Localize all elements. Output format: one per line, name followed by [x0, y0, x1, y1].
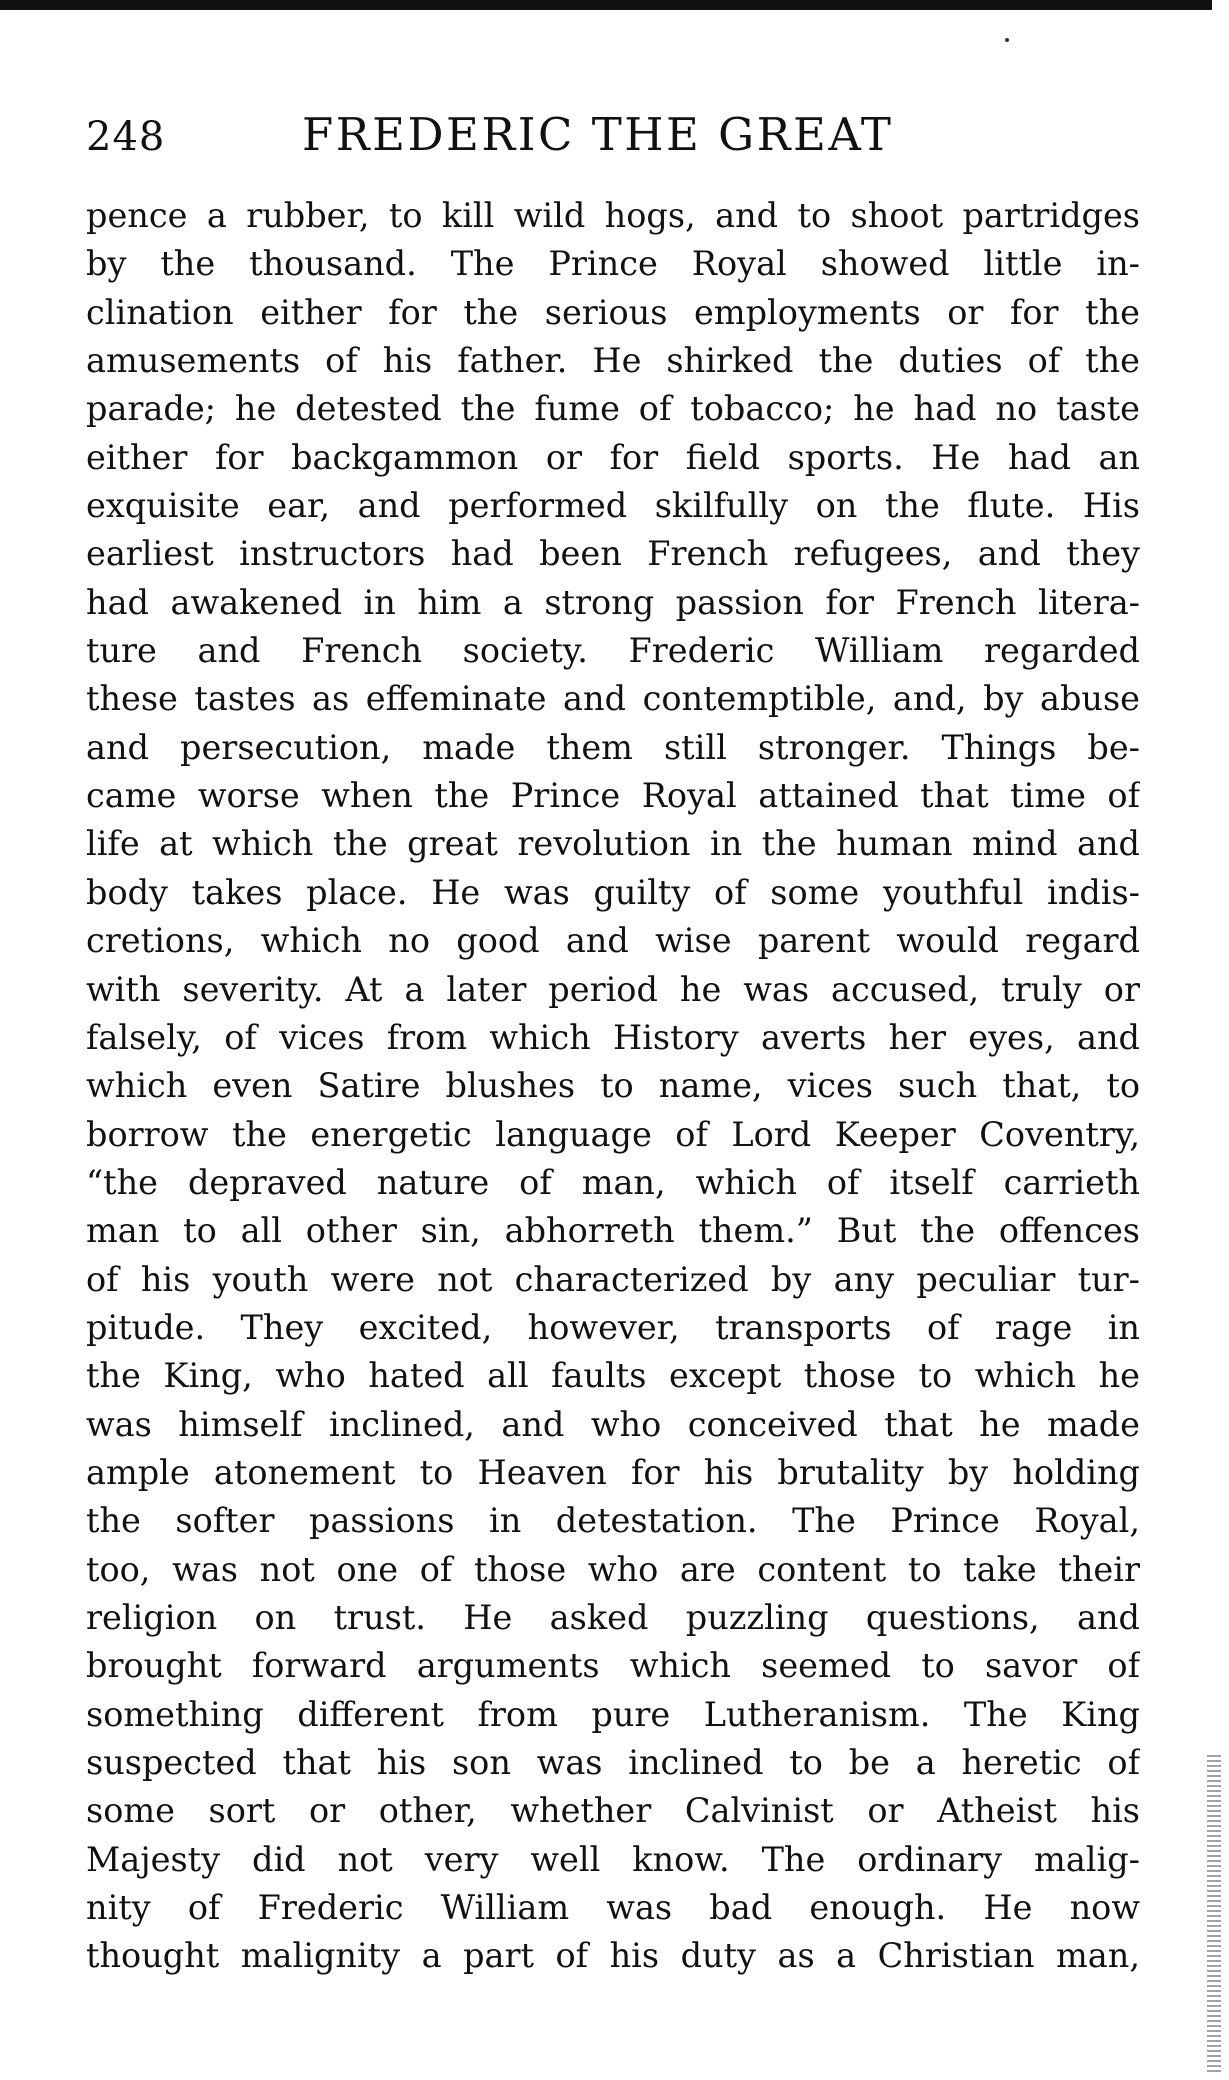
- text-line: life at which the great revolution in the human mind and: [86, 824, 1140, 864]
- text-line: some sort or other, whether Calvinist or Atheist his: [86, 1791, 1140, 1831]
- page-number: 248: [86, 114, 166, 160]
- text-line: amusements of his father. He shirked the duties of the: [86, 341, 1140, 381]
- ink-speck: [1005, 38, 1009, 42]
- text-line: ample atonement to Heaven for his brutality by holding: [86, 1452, 1140, 1492]
- top-border-rule: [0, 0, 1212, 10]
- text-line: had awakened in him a strong passion for French litera-: [86, 582, 1140, 622]
- text-line: by the thousand. The Prince Royal showed little in-: [86, 244, 1140, 284]
- body-text: [86, 192, 1140, 1981]
- text-line: the King, who hated all faults except those to which he: [86, 1356, 1140, 1396]
- text-line: parade; he detested the fume of tobacco; he had no taste: [86, 389, 1140, 429]
- text-line: with severity. At a later period he was accused, truly or: [86, 969, 1140, 1009]
- text-line: too, was not one of those who are content to take their: [86, 1549, 1140, 1589]
- text-line: came worse when the Prince Royal attained that time of: [86, 776, 1140, 816]
- text-line: falsely, of vices from which History averts her eyes, and: [86, 1017, 1140, 1057]
- text-line: borrow the energetic language of Lord Keeper Coventry,: [86, 1114, 1140, 1154]
- text-line: thought malignity a part of his duty as a Christian man,: [86, 1936, 1140, 1976]
- text-line: nity of Frederic William was bad enough. He now: [86, 1888, 1140, 1928]
- text-line: suspected that his son was inclined to be a heretic of: [86, 1743, 1140, 1782]
- text-line: brought forward arguments which seemed to savor of: [86, 1646, 1140, 1686]
- text-line: pence a rubber, to kill wild hogs, and to shoot partridges: [86, 196, 1140, 235]
- book-page: [86, 100, 1140, 1981]
- text-line: exquisite ear, and performed skilfully on the flute. His: [86, 486, 1140, 526]
- text-line: man to all other sin, abhorreth them.” But the offences: [86, 1211, 1140, 1251]
- text-line: and persecution, made them still stronger. Things be-: [86, 727, 1140, 767]
- text-line: religion on trust. He asked puzzling questions, and: [86, 1597, 1140, 1637]
- running-header: [86, 100, 1140, 170]
- text-line: cretions, which no good and wise parent would regard: [86, 921, 1140, 961]
- text-line: of his youth were not characterized by any peculiar tur-: [86, 1259, 1140, 1299]
- text-line: which even Satire blushes to name, vices such that, to: [86, 1066, 1140, 1106]
- text-line: was himself inclined, and who conceived that he made: [86, 1404, 1140, 1444]
- text-line: Majesty did not very well know. The ordinary malig-: [86, 1839, 1140, 1879]
- text-line: either for backgammon or for field sports. He had an: [86, 437, 1140, 477]
- text-line: body takes place. He was guilty of some youthful indis-: [86, 872, 1140, 912]
- text-line: these tastes as effeminate and contemptible, and, by abuse: [86, 679, 1140, 719]
- running-title: FREDERIC THE GREAT: [302, 108, 894, 161]
- text-line: clination either for the serious employments or for the: [86, 292, 1140, 332]
- text-line: “the depraved nature of man, which of itself carrieth: [86, 1162, 1140, 1202]
- text-line: something different from pure Lutheranism. The King: [86, 1694, 1140, 1734]
- text-line: ture and French society. Frederic William regarded: [86, 631, 1140, 671]
- text-line: pitude. They excited, however, transports of rage in: [86, 1307, 1140, 1347]
- text-line: the softer passions in detestation. The Prince Royal,: [86, 1501, 1140, 1541]
- scan-edge-marks: [1207, 1755, 1221, 2075]
- text-line: earliest instructors had been French refugees, and they: [86, 534, 1140, 574]
